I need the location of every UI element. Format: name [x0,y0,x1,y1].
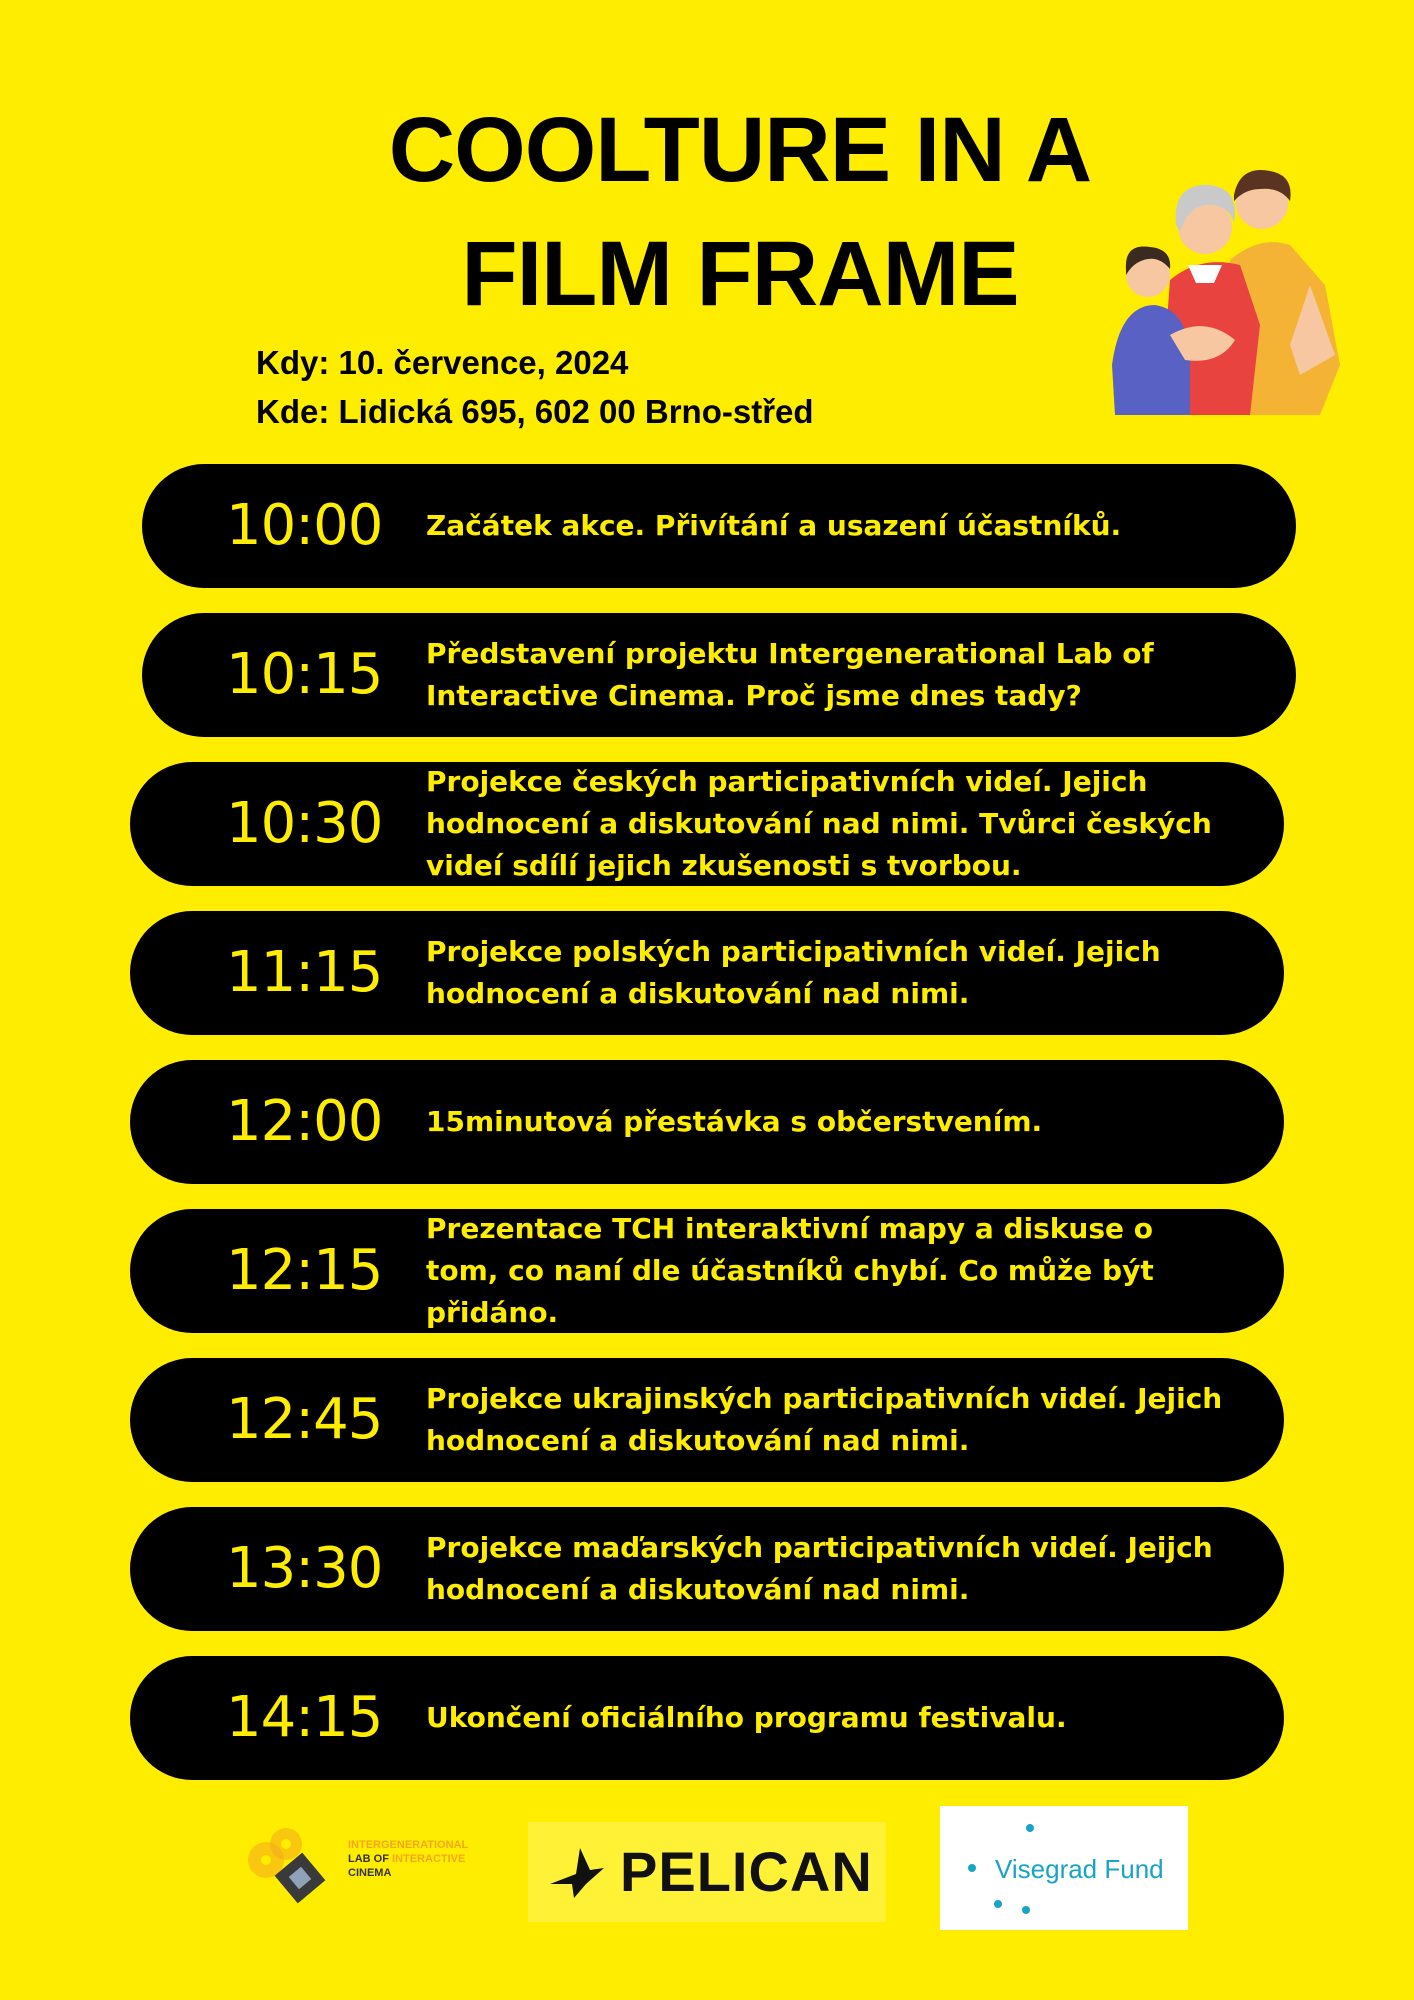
ilic-logo-text: INTERGENERATIONAL LAB OF INTERACTIVE CINEMA [348,1839,469,1879]
film-camera-icon [240,1820,340,1910]
schedule-row [130,762,1284,886]
schedule-description: Projekce českých participativních videí. Jejich hodnocení a diskutování nad nimi. Tvůrci českých videí sdílí jejich zkušenosti s tvorbou. [426,765,1212,882]
schedule-description: Projekce maďarských participativních videí. Jeijch hodnocení a diskutování nad nimi. [426,1531,1213,1606]
schedule-time: 10:15 [226,642,383,707]
poster-title [270,88,1210,336]
visegrad-fund-logo [940,1806,1188,1930]
event-info [256,338,814,436]
schedule-description: Ukončení oficiálního programu festivalu. [426,1701,1067,1734]
schedule-time: 10:00 [226,493,383,558]
schedule-row [130,1656,1284,1780]
title-line-1: COOLTURE IN A [388,99,1092,201]
schedule-time: 13:30 [226,1536,383,1601]
schedule-description: 15minutová přestávka s občerstvením. [426,1105,1043,1138]
schedule-row [130,1358,1284,1482]
schedule-time: 12:15 [226,1238,383,1303]
schedule-description: Představení projektu Intergenerational Lab of Interactive Cinema. Proč jsme dnes tady? [426,637,1154,712]
schedule-time: 14:15 [226,1685,383,1750]
schedule-description: Začátek akce. Přivítání a usazení účastníků. [426,509,1122,542]
event-date: Kdy: 10. července, 2024 [256,344,629,381]
schedule-description: Prezentace TCH interaktivní mapy a diskuse o tom, co naní dle účastníků chybí. Co může být přidáno. [426,1212,1154,1329]
schedule-description: Projekce polských participativních videí. Jejich hodnocení a diskutování nad nimi. [426,935,1161,1010]
visegrad-dot-icon [968,1864,976,1872]
visegrad-dot-icon [1026,1824,1034,1832]
schedule-row [130,1209,1284,1333]
schedule-description: Projekce ukrajinských participativních videí. Jejich hodnocení a diskutování nad nimi. [426,1382,1223,1457]
schedule-row [130,1507,1284,1631]
pelican-logo [528,1822,886,1922]
schedule-row [130,1060,1284,1184]
visegrad-dot-icon [1022,1906,1030,1914]
event-location: Kde: Lidická 695, 602 00 Brno-střed [256,393,814,430]
schedule-time: 11:15 [226,940,383,1005]
schedule-time: 12:45 [226,1387,383,1452]
schedule-time: 12:00 [226,1089,383,1154]
pelican-bird-icon [546,1844,606,1904]
visegrad-dot-icon [994,1900,1002,1908]
schedule-time: 10:30 [226,791,383,856]
pelican-logo-text: PELICAN [620,1840,873,1903]
schedule-row [142,464,1296,588]
schedule-row [130,911,1284,1035]
family-illustration-icon [1110,165,1350,415]
title-line-2: FILM FRAME [461,223,1019,325]
visegrad-logo-text: Visegrad Fund [995,1854,1164,1884]
ilic-logo [240,1820,480,1910]
schedule-row [142,613,1296,737]
